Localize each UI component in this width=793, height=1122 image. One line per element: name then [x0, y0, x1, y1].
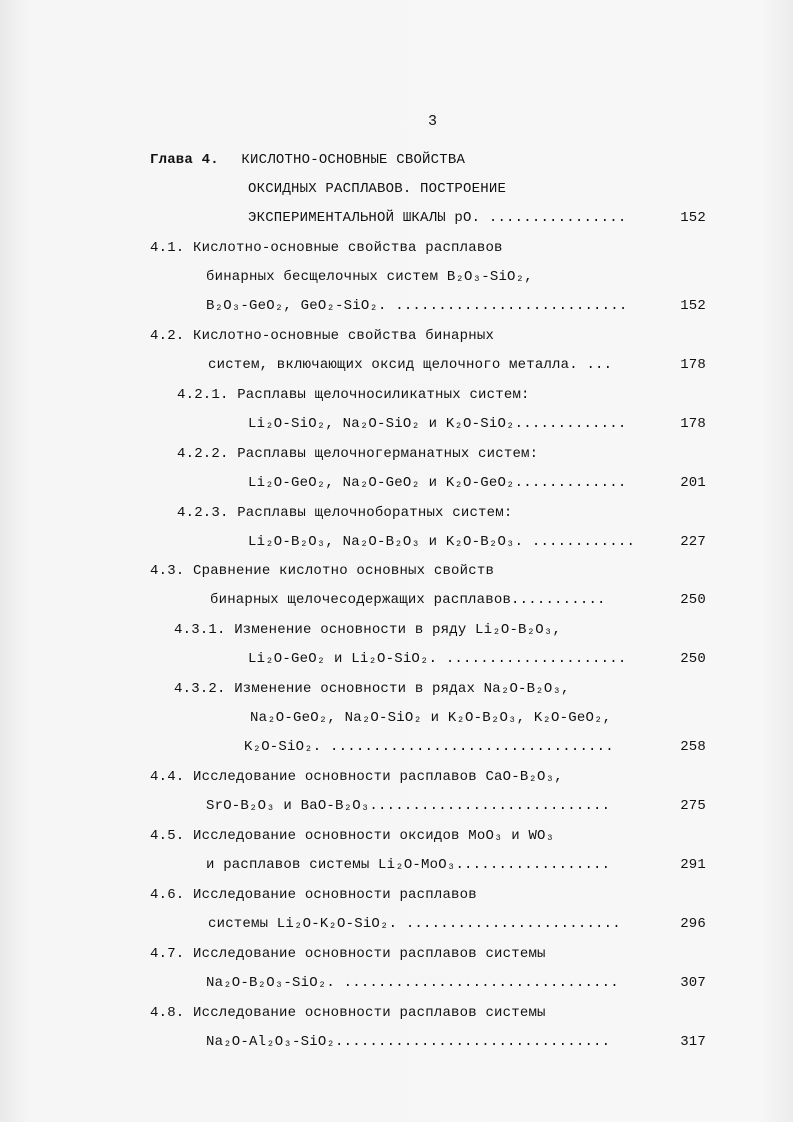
- toc-entry-line: [150, 324, 710, 348]
- toc-entry-text: бинарных щелочесодержащих расплавов...........: [210, 592, 606, 608]
- toc-entry-line: [206, 853, 706, 877]
- toc-entry-line: [174, 677, 708, 701]
- toc-entry-line: [150, 236, 710, 260]
- toc-entry-text: Li₂O-B₂O₃, Na₂O-B₂O₃ и K₂O-B₂O₃. ............: [248, 534, 636, 550]
- toc-entry-text: Li₂O-GeO₂ и Li₂O-SiO₂. .....................: [248, 651, 627, 667]
- toc-entry-text: B₂O₃-GeO₂, GeO₂-SiO₂. ...........................: [206, 298, 628, 314]
- toc-entry-line: [177, 501, 707, 525]
- toc-entry-line: [248, 412, 706, 436]
- toc-entry-line: [150, 765, 710, 789]
- page-ref: 152: [680, 210, 706, 226]
- toc-entry-text: Na₂O-GeO₂, Na₂O-SiO₂ и K₂O-B₂O₃, K₂O-GeO₂,: [250, 710, 612, 726]
- toc-entry-line: [248, 647, 706, 671]
- toc-entry-line: [206, 971, 706, 995]
- toc-entry-line: [208, 353, 706, 377]
- toc-entry-line: [244, 735, 706, 759]
- toc-entry-line: [150, 824, 710, 848]
- toc-entry-text: 4.7. Исследование основности расплавов системы: [150, 946, 546, 962]
- page-ref: 275: [680, 798, 706, 814]
- toc-entry-text: 4.2.2. Расплавы щелочногерманатных систем:: [177, 446, 539, 462]
- page-ref: 201: [680, 475, 706, 491]
- toc-entry-line: [206, 1030, 706, 1054]
- toc-entry-text: 4.2.1. Расплавы щелочносиликатных систем:: [177, 387, 530, 403]
- toc-entry-text: и расплавов системы Li₂O-MoO₃..................: [206, 857, 611, 873]
- toc-entry-text: 4.8. Исследование основности расплавов системы: [150, 1005, 546, 1021]
- page-number: 3: [427, 113, 437, 130]
- toc-entry-text: 4.3.1. Изменение основности в ряду Li₂O-B₂O₃,: [174, 622, 562, 638]
- toc-entry-text: SrO-B₂O₃ и BaO-B₂O₃............................: [206, 798, 611, 814]
- toc-entry-text: 4.4. Исследование основности расплавов CaO-B₂O₃,: [150, 769, 563, 785]
- page-ref: 291: [680, 857, 706, 873]
- page-ref: 317: [680, 1034, 706, 1050]
- page-ref: 178: [680, 416, 706, 432]
- chapter-heading-line-1: [150, 148, 710, 172]
- toc-entry-line: [206, 294, 706, 318]
- toc-entry-line: [150, 942, 710, 966]
- toc-entry-text: Na₂O-B₂O₃-SiO₂. ................................: [206, 975, 619, 991]
- toc-entry-line: [177, 442, 707, 466]
- chapter-title-line: КИСЛОТНО-ОСНОВНЫЕ СВОЙСТВА: [241, 152, 466, 168]
- page-ref: 250: [680, 592, 706, 608]
- chapter-title-line: ЭКСПЕРИМЕНТАЛЬНОЙ ШКАЛЫ рО. ................: [248, 210, 627, 226]
- page-ref: 250: [680, 651, 706, 667]
- toc-entry-line: [250, 706, 706, 730]
- toc-entry-text: систем, включающих оксид щелочного металла. ...: [208, 357, 613, 373]
- toc-entry-text: бинарных бесщелочных систем B₂O₃-SiO₂,: [206, 269, 533, 285]
- chapter-label: Глава 4.: [150, 152, 219, 168]
- toc-entry-line: [206, 265, 706, 289]
- toc-entry-text: 4.3.2. Изменение основности в рядах Na₂O-B₂O₃,: [174, 681, 570, 697]
- toc-entry-text: 4.5. Исследование основности оксидов MoO₃ и WO₃: [150, 828, 555, 844]
- page-ref: 296: [680, 916, 706, 932]
- toc-entry-line: [210, 588, 706, 612]
- chapter-title-line: ОКСИДНЫХ РАСПЛАВОВ. ПОСТРОЕНИЕ: [248, 181, 507, 197]
- toc-entry-text: Li₂O-GeO₂, Na₂O-GeO₂ и K₂O-GeO₂.............: [248, 475, 627, 491]
- toc-entry-line: [248, 530, 706, 554]
- chapter-heading-line-2: [248, 177, 708, 201]
- toc-entry-line: [177, 383, 707, 407]
- toc-entry-text: 4.3. Сравнение кислотно основных свойств: [150, 563, 495, 579]
- chapter-heading-line-3: [248, 206, 706, 230]
- toc-entry-text: 4.2.3. Расплавы щелочноборатных систем:: [177, 505, 513, 521]
- toc-entry-line: [206, 794, 706, 818]
- toc-entry-line: [150, 883, 710, 907]
- toc-entry-text: системы Li₂O-K₂O-SiO₂. .........................: [208, 916, 621, 932]
- toc-entry-line: [150, 559, 710, 583]
- toc-entry-text: Na₂O-Al₂O₃-SiO₂................................: [206, 1034, 611, 1050]
- page-ref: 152: [680, 298, 706, 314]
- page-ref: 178: [680, 357, 706, 373]
- toc-entry-text: 4.1. Кислотно-основные свойства расплавов: [150, 240, 503, 256]
- toc-entry-line: [150, 1001, 710, 1025]
- page-ref: 258: [680, 739, 706, 755]
- toc-entry-text: K₂O-SiO₂. .................................: [244, 739, 614, 755]
- toc-entry-line: [174, 618, 708, 642]
- page-ref: 307: [680, 975, 706, 991]
- toc-entry-text: 4.2. Кислотно-основные свойства бинарных: [150, 328, 495, 344]
- toc-entry-line: [208, 912, 706, 936]
- toc-entry-text: Li₂O-SiO₂, Na₂O-SiO₂ и K₂O-SiO₂.............: [248, 416, 627, 432]
- page-ref: 227: [680, 534, 706, 550]
- toc-entry-line: [248, 471, 706, 495]
- toc-entry-text: 4.6. Исследование основности расплавов: [150, 887, 477, 903]
